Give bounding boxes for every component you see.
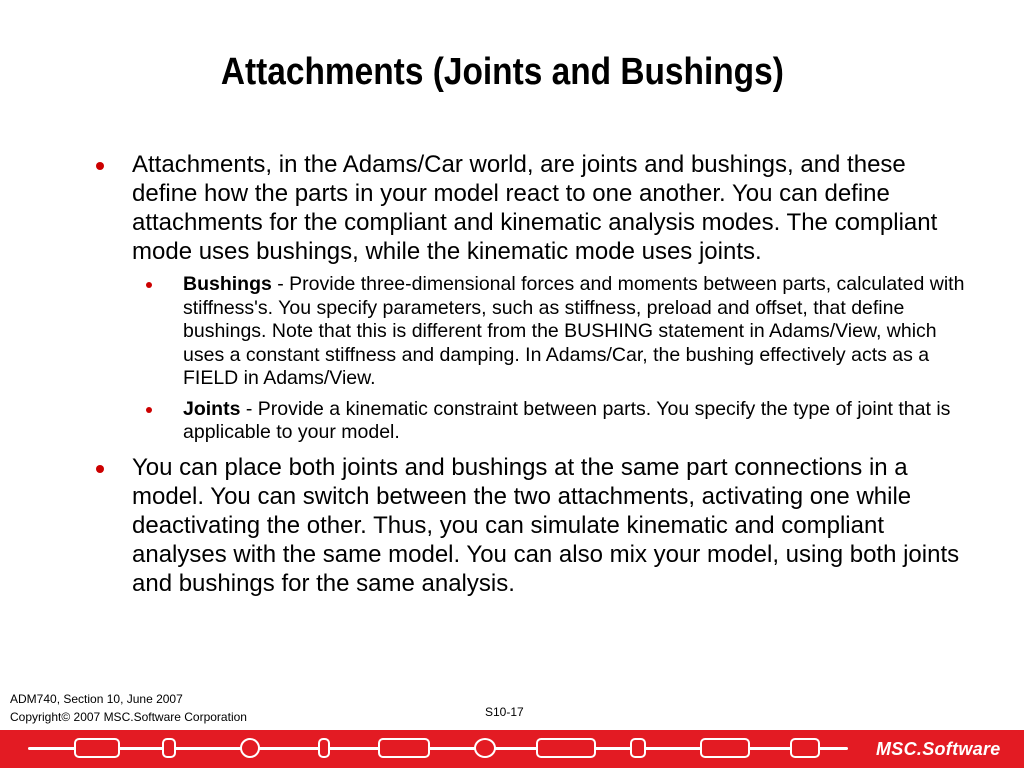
footer-course: ADM740, Section 10, June 2007 [10, 692, 183, 706]
sub-bullet-text: - Provide a kinematic constraint between parts. You specify the type of joint that is applicable to your model. [183, 397, 951, 443]
bullet-dot [96, 162, 104, 170]
bullet-text: You can place both joints and bushings at the same part connections in a model. You can switch between the two attachments, activating one while deactivating the other. Thus, you can simulate kinematic and compliant analyses with the same model. You can also mix your model, using both joints and bushings for the same analysis. [132, 453, 960, 597]
footer-copyright: Copyright© 2007 MSC.Software Corporation [10, 710, 247, 724]
ship-icon [536, 738, 596, 758]
phone-icon [162, 738, 176, 758]
slide-content [0, 150, 1024, 598]
train-icon [378, 738, 430, 758]
bottom-banner [0, 730, 1024, 768]
car-icon [74, 738, 120, 758]
airplane-icon [240, 738, 260, 758]
building-icon [790, 738, 820, 758]
bullet-dot [146, 282, 152, 288]
term-joints: Joints [183, 397, 241, 420]
slide-title: Attachments (Joints and Bushings) [220, 51, 784, 93]
bullet-text: Attachments, in the Adams/Car world, are joints and bushings, and these define how the parts in your model react to one another. You can define attachments for the compliant and kinematic analysis modes. The compliant mode uses bushings, while the kinematic mode uses joints. [132, 151, 938, 265]
sub-bullet-bushings [0, 273, 978, 391]
msc-software-logo: MSC.Software [876, 739, 1001, 759]
sub-bullet-text: - Provide three-dimensional forces and moments between parts, calculated with stiffness's. You specify parameters, such as stiffness, preload and offset, that define bushings. Note that this is different from the BUSHING statement in Adams/View, which uses a constant stiffness and damping. In Adams/Car, the bushing effectively acts as a FIELD in Adams/View. [183, 273, 965, 389]
bottle-icon [318, 738, 330, 758]
person-icon [630, 738, 646, 758]
truck-icon [700, 738, 750, 758]
bullet-dot [96, 465, 104, 473]
gear-icon [474, 738, 496, 758]
sub-bullet-joints [0, 398, 978, 445]
bullet-joints-and-bushings [0, 453, 977, 598]
bullet-attachments [0, 150, 977, 266]
page-number: S10-17 [485, 705, 524, 719]
footer-info [10, 690, 247, 726]
bullet-dot [146, 407, 152, 413]
term-bushings: Bushings [183, 273, 272, 295]
